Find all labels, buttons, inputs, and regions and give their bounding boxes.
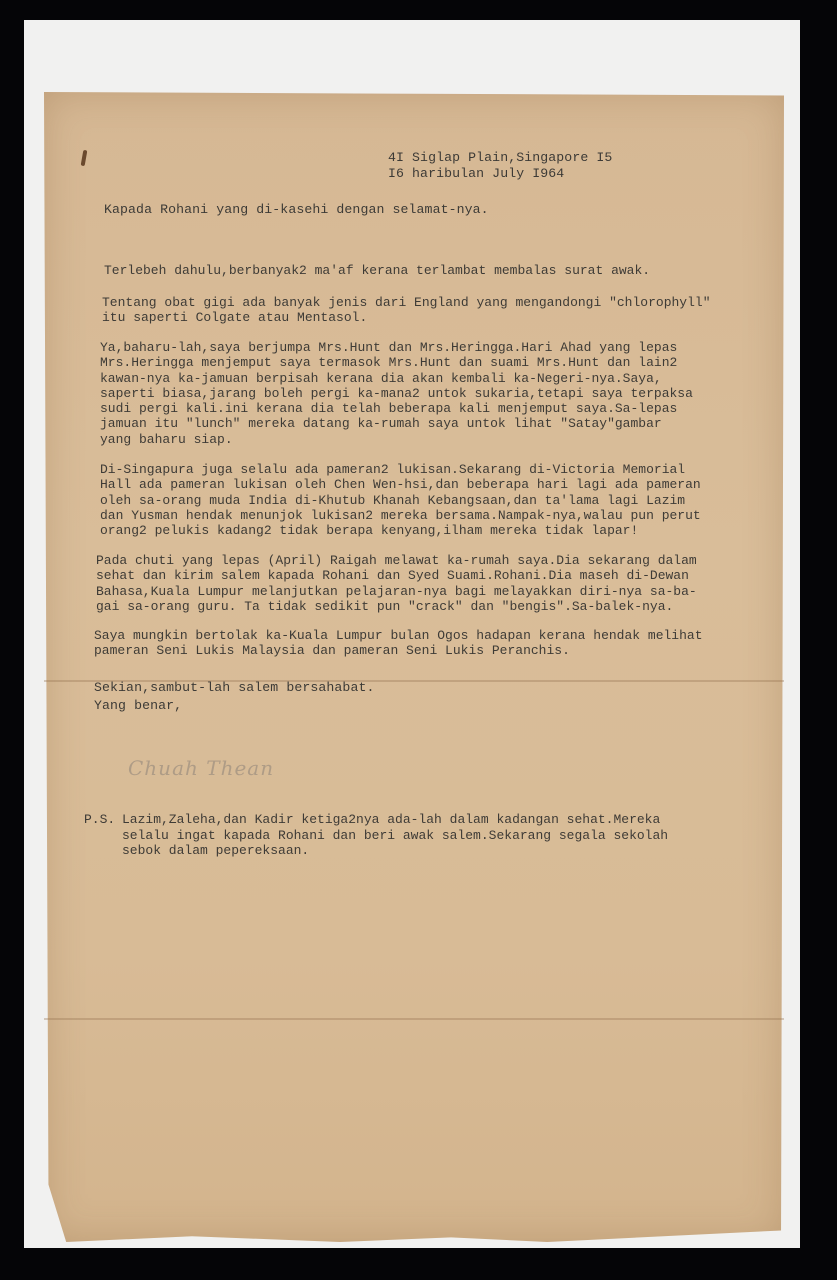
text-line: Pada chuti yang lepas (April) Raigah melawat ka-rumah saya.Dia sekarang dalam	[96, 553, 697, 568]
ps-label: P.S.	[84, 812, 116, 827]
text-line: Di-Singapura juga selalu ada pameran2 lukisan.Sekarang di-Victoria Memorial	[100, 462, 686, 477]
paragraph-toothpaste	[102, 295, 711, 326]
paper-fold	[44, 1018, 784, 1020]
text-line: sehat dan kirim salem kapada Rohani dan Syed Suami.Rohani.Dia maseh di-Dewan	[96, 568, 689, 584]
paragraph-exhibitions	[100, 462, 701, 538]
text-line: Mrs.Heringga menjemput saya termasok Mrs.Hunt dan suami Mrs.Hunt dan lain2	[100, 355, 678, 371]
text-line: oleh sa-orang muda India di-Khutub Khanah Kebangsaan,dan ta'lama lagi Lazim	[100, 492, 686, 508]
text-line: dan Yusman hendak menunjok lukisan2 mereka bersama.Nampak-nya,walau pun perut	[100, 507, 701, 523]
text-line: saperti biasa,jarang boleh pergi ka-mana2 untok sukaria,tetapi saya terpaksa	[100, 385, 693, 401]
salutation: Kapada Rohani yang di-kasehi dengan selamat-nya.	[104, 202, 489, 217]
paragraph-hunt	[100, 340, 693, 447]
text-line: sebok dalam pepereksaan.	[122, 843, 310, 858]
text-line: orang2 pelukis kadang2 tidak berapa kenyang,ilham mereka tidak lapar!	[100, 523, 639, 539]
text-line: Tentang obat gigi ada banyak jenis dari England yang mengandongi "chlorophyll"	[102, 295, 711, 310]
text-line: Lazim,Zaleha,dan Kadir ketiga2nya ada-lah dalam kadangan sehat.Mereka	[122, 812, 661, 827]
text-line: selalu ingat kapada Rohani dan beri awak salem.Sekarang segala sekolah	[122, 827, 669, 843]
text-line: sudi pergi kali.ini kerana dia telah beberapa kali menjemput saya.Sa-lepas	[100, 401, 678, 417]
paragraph-apology	[104, 263, 650, 278]
date-line: I6 haribulan July I964	[388, 166, 565, 181]
text-line: gai sa-orang guru. Ta tidak sedikit pun "crack" dan "bengis".Sa-balek-nya.	[96, 598, 674, 614]
address-line: 4I Siglap Plain,Singapore I5	[388, 150, 613, 165]
sign-off: Yang benar,	[94, 698, 183, 713]
text-line: jamuan itu "lunch" mereka datang ka-rumah saya untok lihat "Satay"gambar	[100, 416, 662, 432]
text-line: Bahasa,Kuala Lumpur melanjutkan pelajaran-nya bagi melayakkan diri-nya sa-ba-	[96, 583, 697, 599]
handwritten-signature: Chuah Thean	[128, 756, 275, 780]
text-line: Ya,baharu-lah,saya berjumpa Mrs.Hunt dan Mrs.Heringga.Hari Ahad yang lepas	[100, 340, 678, 355]
text-line: yang baharu siap.	[100, 431, 233, 447]
text-line: pameran Seni Lukis Malaysia dan pameran Seni Lukis Peranchis.	[94, 643, 570, 659]
paragraph-raigah	[96, 553, 697, 614]
text-line: Terlebeh dahulu,berbanyak2 ma'af kerana terlambat membalas surat awak.	[104, 263, 651, 278]
paragraph-kuala-lumpur	[94, 628, 703, 659]
text-line: Saya mungkin bertolak ka-Kuala Lumpur bulan Ogos hadapan kerana hendak melihat	[94, 628, 703, 643]
text-line: kawan-nya ka-jamuan berpisah kerana dia akan kembali ka-Negeri-nya.Saya,	[100, 370, 662, 386]
closing-line: Sekian,sambut-lah salem bersahabat.	[94, 680, 375, 695]
text-line: Hall ada pameran lukisan oleh Chen Wen-hsi,dan beberapa hari lagi ada pameran	[100, 477, 701, 493]
text-line: itu saperti Colgate atau Mentasol.	[102, 310, 368, 326]
postscript	[122, 812, 668, 859]
